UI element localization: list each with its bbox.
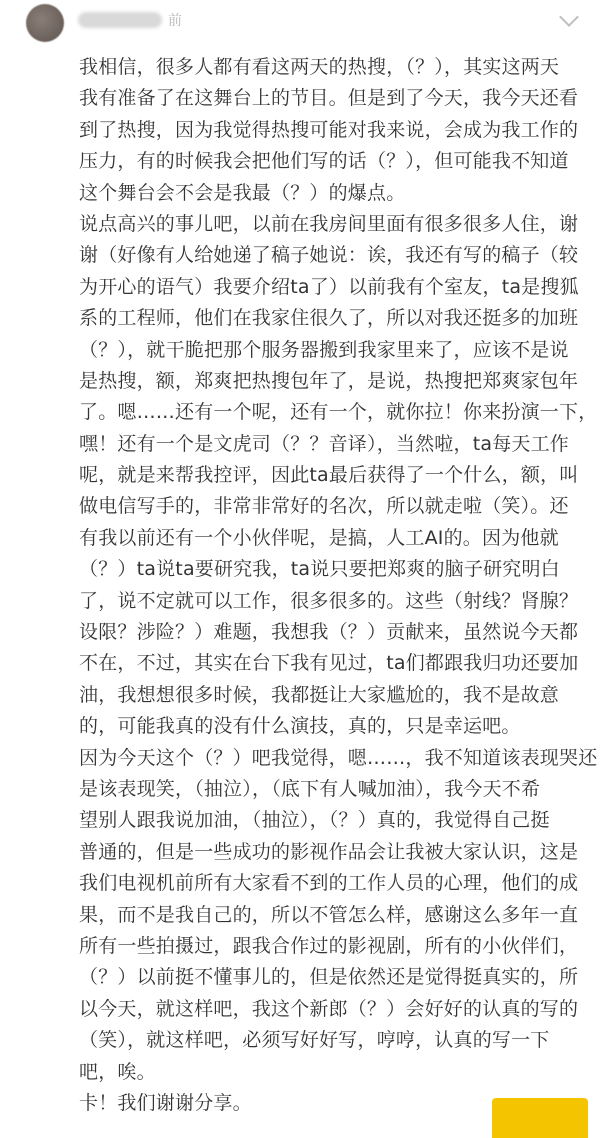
post-text-line: 果，而不是我自己的，所以不管怎么样，感谢这么多年一直 bbox=[79, 903, 579, 926]
post-text-line: 是热搜，额，郑爽把热搜包年了，是说，热搜把郑爽家包年 bbox=[79, 369, 579, 392]
post-text-line: 这个舞台会不会是我最（？）的爆点。 bbox=[79, 181, 406, 204]
chevron-down-icon[interactable] bbox=[560, 10, 578, 28]
post-text-line: 呢，就是来帮我控评，因此ta最后获得了一个什么，额，叫 bbox=[79, 464, 579, 487]
post-body bbox=[79, 52, 599, 1119]
post-text-line: 压力，有的时候我会把他们写的话（？），但可能我不知道 bbox=[79, 150, 569, 173]
post-text-line: 不在，不过，其实在台下我有见过，ta们都跟我归功还要加 bbox=[79, 652, 579, 675]
post-text-line: 有我以前还有一个小伙伴呢，是搞，人工AI的。因为他就 bbox=[79, 526, 559, 549]
post-text-line: 以今天，就这样吧，我这个新郎（？）会好好的认真的写的 bbox=[79, 997, 579, 1020]
watermark-logo bbox=[492, 1098, 588, 1138]
post-text-line: （？）ta说ta要研究我，ta说只要把郑爽的脑子研究明白 bbox=[79, 558, 560, 581]
post-text-line: 卡！我们谢谢分享。 bbox=[79, 1091, 252, 1114]
post-text-line: 我相信，很多人都有看这两天的热搜，（？），其实这两天 bbox=[79, 56, 560, 78]
post-text-line: 设限？涉险？）难题，我想我（？）贡献来，虽然说今天都 bbox=[79, 621, 579, 644]
post-text-line: （？），就干脆把那个服务器搬到我家里来了，应该不是说 bbox=[79, 338, 569, 361]
post-text-line: （？）以前挺不懂事儿的，但是依然还是觉得挺真实的，所 bbox=[79, 966, 579, 989]
post-text-line: 是该表现笑，（抽泣），（底下有人喊加油），我今天不希 bbox=[79, 777, 541, 800]
post-text-line: 嘿！还有一个是文虎司（？？音译），当然啦，ta每天工作 bbox=[79, 432, 569, 455]
post-text-line: 吧，唉。 bbox=[79, 1060, 156, 1083]
post-header bbox=[0, 0, 600, 50]
post-text-line: 我有准备了在这舞台上的节目。但是到了今天，我今天还看 bbox=[79, 87, 579, 110]
post-text-line: 望别人跟我说加油，（抽泣），（？）真的，我觉得自己挺 bbox=[79, 809, 550, 832]
post-time: 前 bbox=[168, 13, 182, 29]
post-text-line: 我们电视机前所有大家看不到的工作人员的心理，他们的成 bbox=[79, 872, 579, 895]
post-text-line: 做电信写手的，非常非常好的名次，所以就走啦（笑）。还 bbox=[79, 495, 569, 518]
avatar[interactable] bbox=[26, 4, 64, 42]
post-text-line: 到了热搜，因为我觉得热搜可能对我来说，会成为我工作的 bbox=[79, 118, 579, 141]
post-text-line: 系的工程师，他们在我家住很久了，所以对我还挺多的加班 bbox=[79, 307, 579, 330]
username-blurred[interactable] bbox=[78, 12, 162, 28]
post-text-line: 谢（好像有人给她递了稿子她说：诶，我还有写的稿子（较 bbox=[79, 244, 579, 267]
post-text-line: 说点高兴的事儿吧，以前在我房间里面有很多很多人住，谢 bbox=[79, 212, 579, 235]
post-text-line: 了。嗯……还有一个呢，还有一个，就你拉！你来扮演一下， bbox=[79, 401, 598, 424]
post-text-line: 了，说不定就可以工作，很多很多的。这些（射线？肾腺？ bbox=[79, 589, 579, 612]
post-text-line: （笑），就这样吧，必须写好好写，哼哼，认真的写一下 bbox=[79, 1029, 550, 1052]
post-text-line: 油，我想想很多时候，我都挺让大家尴尬的，我不是故意 bbox=[79, 683, 560, 706]
post-text-line: 所有一些拍摄过，跟我合作过的影视剧，所有的小伙伴们， bbox=[79, 934, 579, 957]
post-text-line: 普通的，但是一些成功的影视作品会让我被大家认识，这是 bbox=[79, 840, 579, 863]
post-text-line: 因为今天这个（？）吧我觉得，嗯……，我不知道该表现哭还 bbox=[79, 746, 598, 769]
post-text-line: 为开心的语气）我要介绍ta了）以前我有个室友，ta是搜狐 bbox=[79, 275, 579, 298]
post-text-line: 的，可能我真的没有什么演技，真的，只是幸运吧。 bbox=[79, 715, 521, 738]
